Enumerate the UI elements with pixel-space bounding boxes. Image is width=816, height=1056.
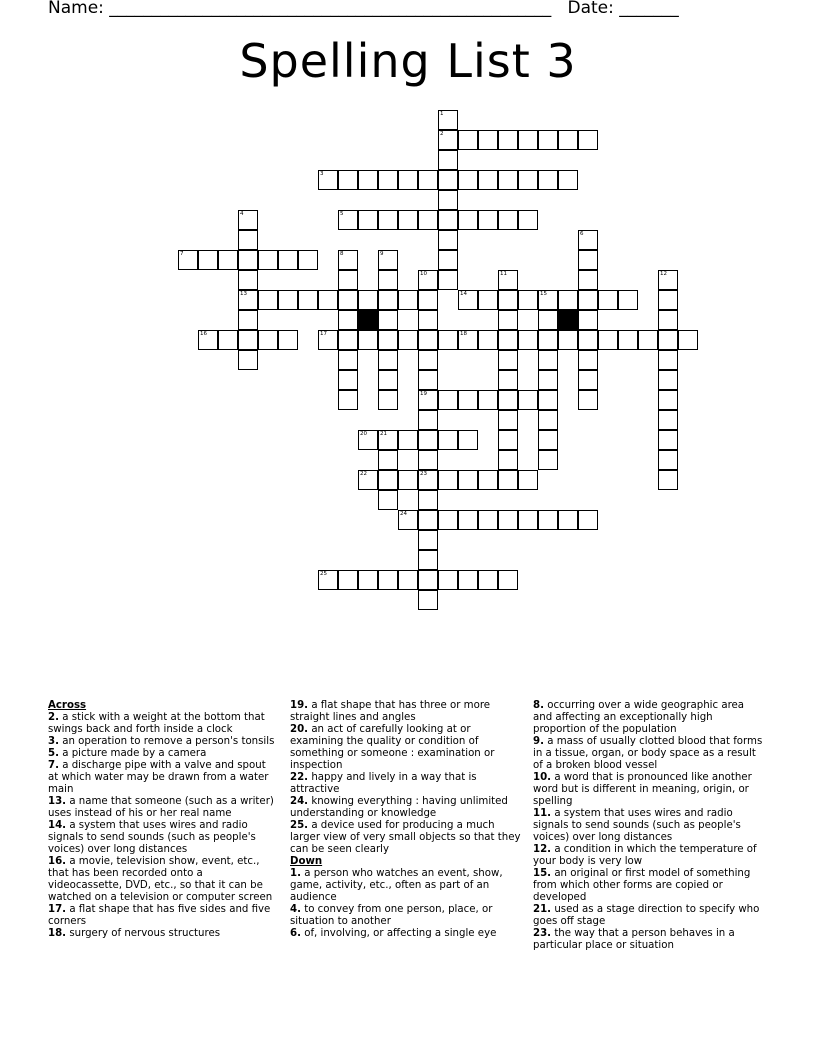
grid-cell[interactable] <box>658 330 678 350</box>
grid-cell[interactable] <box>498 430 518 450</box>
grid-cell[interactable] <box>498 210 518 230</box>
grid-cell[interactable] <box>658 430 678 450</box>
grid-cell[interactable] <box>418 370 438 390</box>
grid-cell[interactable] <box>458 330 478 350</box>
grid-cell[interactable] <box>338 270 358 290</box>
grid-cell[interactable] <box>418 310 438 330</box>
clue-text: a picture made by a camera <box>62 748 207 759</box>
clue-text: a condition in which the temperature of your body is very low <box>533 844 757 867</box>
grid-cell[interactable] <box>338 330 358 350</box>
grid-cell[interactable] <box>338 390 358 410</box>
grid-cell[interactable] <box>338 350 358 370</box>
grid-cell[interactable] <box>378 430 398 450</box>
grid-cell[interactable] <box>418 590 438 610</box>
black-cell <box>358 310 378 330</box>
grid-cell[interactable] <box>418 210 438 230</box>
grid-cell[interactable] <box>418 510 438 530</box>
grid-cell[interactable] <box>518 390 538 410</box>
clue-number-label: 3 <box>320 171 324 177</box>
grid-cell[interactable] <box>578 270 598 290</box>
grid-cell[interactable] <box>358 330 378 350</box>
clue-number: 8. <box>533 700 544 711</box>
grid-cell[interactable] <box>498 330 518 350</box>
grid-cell[interactable] <box>458 170 478 190</box>
grid-cell[interactable] <box>438 150 458 170</box>
clue-number: 4. <box>290 904 301 915</box>
name-date-line: Name: ____________________________________________________ Date: _______ <box>48 0 679 18</box>
grid-cell[interactable] <box>458 510 478 530</box>
grid-cell[interactable] <box>658 350 678 370</box>
clue-number: 13. <box>48 796 67 807</box>
grid-cell[interactable] <box>398 290 418 310</box>
clue-number: 22. <box>290 772 309 783</box>
grid-cell[interactable] <box>378 290 398 310</box>
clue-number-label: 11 <box>500 271 507 277</box>
grid-cell[interactable] <box>498 470 518 490</box>
clue-number: 21. <box>533 904 552 915</box>
grid-cell[interactable] <box>438 250 458 270</box>
grid-cell[interactable] <box>338 170 358 190</box>
grid-cell[interactable] <box>418 410 438 430</box>
clue-number: 24. <box>290 796 309 807</box>
black-cell <box>558 310 578 330</box>
grid-cell[interactable] <box>538 370 558 390</box>
across-clue <box>48 820 278 856</box>
grid-cell[interactable] <box>378 210 398 230</box>
clue-number-label: 13 <box>240 291 247 297</box>
grid-cell[interactable] <box>178 250 198 270</box>
grid-cell[interactable] <box>498 130 518 150</box>
clue-number: 15. <box>533 868 552 879</box>
grid-cell[interactable] <box>658 290 678 310</box>
grid-cell[interactable] <box>438 270 458 290</box>
grid-cell[interactable] <box>418 270 438 290</box>
grid-cell[interactable] <box>438 510 458 530</box>
clue-number-label: 4 <box>240 211 244 217</box>
grid-cell[interactable] <box>438 210 458 230</box>
grid-cell[interactable] <box>238 250 258 270</box>
clue-text: a device used for producing a much larger view of very small objects so that they can be seen clearly <box>290 820 521 855</box>
clue-number: 25. <box>290 820 309 831</box>
grid-cell[interactable] <box>638 330 658 350</box>
grid-cell[interactable] <box>498 510 518 530</box>
grid-cell[interactable] <box>218 250 238 270</box>
clue-number-label: 20 <box>360 431 367 437</box>
grid-cell[interactable] <box>438 190 458 210</box>
grid-cell[interactable] <box>478 290 498 310</box>
grid-cell[interactable] <box>578 290 598 310</box>
clue-number-label: 16 <box>200 331 207 337</box>
across-clue <box>48 748 278 760</box>
clues-column-1 <box>48 700 278 940</box>
down-clue <box>533 772 765 808</box>
grid-cell[interactable] <box>458 430 478 450</box>
grid-cell[interactable] <box>238 270 258 290</box>
grid-cell[interactable] <box>558 510 578 530</box>
clue-text: happy and lively in a way that is attractive <box>290 772 477 795</box>
grid-cell[interactable] <box>658 410 678 430</box>
grid-cell[interactable] <box>518 510 538 530</box>
down-clue <box>533 700 765 736</box>
clue-number: 2. <box>48 712 59 723</box>
clue-number-label: 10 <box>420 271 427 277</box>
clue-text: a movie, television show, event, etc., that has been recorded onto a videocassette, DVD, etc., so that it can be watched on a television or computer screen <box>48 856 273 903</box>
grid-cell[interactable] <box>438 430 458 450</box>
grid-cell[interactable] <box>538 330 558 350</box>
grid-cell[interactable] <box>398 170 418 190</box>
grid-cell[interactable] <box>518 330 538 350</box>
clue-number-label: 21 <box>380 431 387 437</box>
grid-cell[interactable] <box>618 330 638 350</box>
grid-cell[interactable] <box>218 330 238 350</box>
grid-cell[interactable] <box>378 170 398 190</box>
grid-cell[interactable] <box>518 170 538 190</box>
grid-cell[interactable] <box>518 210 538 230</box>
clue-text: a discharge pipe with a valve and spout at which water may be drawn from a water main <box>48 760 269 795</box>
clue-number-label: 5 <box>340 211 344 217</box>
clue-number: 10. <box>533 772 552 783</box>
grid-cell[interactable] <box>658 310 678 330</box>
across-clue <box>48 712 278 736</box>
grid-cell[interactable] <box>318 290 338 310</box>
grid-cell[interactable] <box>498 450 518 470</box>
clue-number: 14. <box>48 820 67 831</box>
grid-cell[interactable] <box>598 330 618 350</box>
grid-cell[interactable] <box>418 530 438 550</box>
grid-cell[interactable] <box>558 330 578 350</box>
clue-number-label: 17 <box>320 331 327 337</box>
down-clue <box>290 868 524 904</box>
clue-number-label: 12 <box>660 271 667 277</box>
grid-cell[interactable] <box>258 290 278 310</box>
grid-cell[interactable] <box>418 330 438 350</box>
grid-cell[interactable] <box>378 310 398 330</box>
grid-cell[interactable] <box>658 450 678 470</box>
grid-cell[interactable] <box>418 550 438 570</box>
page-title: Spelling List 3 <box>239 34 577 88</box>
grid-cell[interactable] <box>578 390 598 410</box>
grid-cell[interactable] <box>478 130 498 150</box>
clue-number-label: 18 <box>460 331 467 337</box>
grid-cell[interactable] <box>398 210 418 230</box>
grid-cell[interactable] <box>618 290 638 310</box>
grid-cell[interactable] <box>418 570 438 590</box>
grid-cell[interactable] <box>438 110 458 130</box>
clue-text: a name that someone (such as a writer) uses instead of his or her real name <box>48 796 274 819</box>
clue-text: an act of carefully looking at or examining the quality or condition of something or someone : examination or inspection <box>290 724 495 771</box>
grid-cell[interactable] <box>478 330 498 350</box>
grid-cell[interactable] <box>438 470 458 490</box>
grid-cell[interactable] <box>338 290 358 310</box>
clue-text: an operation to remove a person's tonsils <box>62 736 275 747</box>
clue-text: to convey from one person, place, or situation to another <box>290 904 493 927</box>
clues-column-2 <box>290 700 524 940</box>
clue-number: 9. <box>533 736 544 747</box>
grid-cell[interactable] <box>198 250 218 270</box>
grid-cell[interactable] <box>418 290 438 310</box>
clue-number: 12. <box>533 844 552 855</box>
clue-text: a person who watches an event, show, game, activity, etc., often as part of an audience <box>290 868 503 903</box>
grid-cell[interactable] <box>398 470 418 490</box>
grid-cell[interactable] <box>298 250 318 270</box>
clue-text: a system that uses wires and radio signals to send sounds (such as people's voices) over long distances <box>533 808 741 843</box>
grid-cell[interactable] <box>498 390 518 410</box>
grid-cell[interactable] <box>378 450 398 470</box>
clue-number-label: 19 <box>420 391 427 397</box>
grid-cell[interactable] <box>458 390 478 410</box>
grid-cell[interactable] <box>238 290 258 310</box>
grid-cell[interactable] <box>578 350 598 370</box>
grid-cell[interactable] <box>238 310 258 330</box>
clue-number: 20. <box>290 724 309 735</box>
clue-number-label: 6 <box>580 231 584 237</box>
grid-cell[interactable] <box>318 570 338 590</box>
clue-number-label: 15 <box>540 291 547 297</box>
grid-cell[interactable] <box>238 330 258 350</box>
clue-number-label: 1 <box>440 111 444 117</box>
grid-cell[interactable] <box>498 170 518 190</box>
across-clue <box>290 700 524 724</box>
across-clue <box>48 736 278 748</box>
grid-cell[interactable] <box>558 130 578 150</box>
down-clue <box>533 844 765 868</box>
grid-cell[interactable] <box>558 290 578 310</box>
grid-cell[interactable] <box>538 290 558 310</box>
grid-cell[interactable] <box>378 490 398 510</box>
across-clue <box>48 856 278 904</box>
grid-cell[interactable] <box>378 470 398 490</box>
clue-number-label: 23 <box>420 471 427 477</box>
clue-number-label: 25 <box>320 571 327 577</box>
clue-number-label: 7 <box>180 251 184 257</box>
grid-cell[interactable] <box>498 290 518 310</box>
grid-cell[interactable] <box>578 510 598 530</box>
grid-cell[interactable] <box>498 350 518 370</box>
grid-cell[interactable] <box>538 430 558 450</box>
clue-number: 16. <box>48 856 67 867</box>
grid-cell[interactable] <box>478 510 498 530</box>
grid-cell[interactable] <box>398 430 418 450</box>
across-clue <box>290 724 524 772</box>
clues-column-3 <box>533 700 765 952</box>
grid-cell[interactable] <box>438 230 458 250</box>
down-clue <box>533 736 765 772</box>
clue-text: a flat shape that has five sides and five corners <box>48 904 271 927</box>
grid-cell[interactable] <box>518 290 538 310</box>
grid-cell[interactable] <box>498 270 518 290</box>
grid-cell[interactable] <box>478 570 498 590</box>
clue-number: 11. <box>533 808 552 819</box>
grid-cell[interactable] <box>338 570 358 590</box>
grid-cell[interactable] <box>658 470 678 490</box>
clue-text: an original or first model of something from which other forms are copied or developed <box>533 868 751 903</box>
across-clue <box>48 928 278 940</box>
clue-number: 1. <box>290 868 301 879</box>
grid-cell[interactable] <box>398 510 418 530</box>
clue-text: used as a stage direction to specify who goes off stage <box>533 904 760 927</box>
grid-cell[interactable] <box>578 370 598 390</box>
grid-cell[interactable] <box>458 210 478 230</box>
clue-number: 3. <box>48 736 59 747</box>
grid-cell[interactable] <box>298 290 318 310</box>
clue-number: 5. <box>48 748 59 759</box>
grid-cell[interactable] <box>578 310 598 330</box>
grid-cell[interactable] <box>578 130 598 150</box>
clue-number: 23. <box>533 928 552 939</box>
grid-cell[interactable] <box>458 470 478 490</box>
down-clue <box>290 904 524 928</box>
grid-cell[interactable] <box>578 250 598 270</box>
grid-cell[interactable] <box>258 250 278 270</box>
grid-cell[interactable] <box>438 170 458 190</box>
grid-cell[interactable] <box>418 490 438 510</box>
grid-cell[interactable] <box>278 250 298 270</box>
grid-cell[interactable] <box>678 330 698 350</box>
down-clue <box>533 808 765 844</box>
clue-text: a stick with a weight at the bottom that swings back and forth inside a clock <box>48 712 265 735</box>
grid-cell[interactable] <box>438 130 458 150</box>
grid-cell[interactable] <box>458 290 478 310</box>
across-clue <box>290 796 524 820</box>
grid-cell[interactable] <box>358 570 378 590</box>
clue-text: the way that a person behaves in a particular place or situation <box>533 928 735 951</box>
grid-cell[interactable] <box>498 570 518 590</box>
across-clue <box>48 904 278 928</box>
grid-cell[interactable] <box>598 290 618 310</box>
grid-cell[interactable] <box>378 330 398 350</box>
clue-text: a flat shape that has three or more straight lines and angles <box>290 700 491 723</box>
grid-cell[interactable] <box>538 310 558 330</box>
grid-cell[interactable] <box>458 130 478 150</box>
grid-cell[interactable] <box>318 170 338 190</box>
clue-number-label: 24 <box>400 511 407 517</box>
clue-text: a system that uses wires and radio signals to send sounds (such as people's voices) over long distances <box>48 820 256 855</box>
grid-cell[interactable] <box>538 130 558 150</box>
grid-cell[interactable] <box>358 430 378 450</box>
clue-text: knowing everything : having unlimited understanding or knowledge <box>290 796 508 819</box>
grid-cell[interactable] <box>358 470 378 490</box>
grid-cell[interactable] <box>358 170 378 190</box>
grid-cell[interactable] <box>538 390 558 410</box>
grid-cell[interactable] <box>538 510 558 530</box>
clue-number-label: 9 <box>380 251 384 257</box>
clue-text: occurring over a wide geographic area and affecting an exceptionally high proportion of the population <box>533 700 745 735</box>
grid-cell[interactable] <box>498 410 518 430</box>
grid-cell[interactable] <box>658 390 678 410</box>
grid-cell[interactable] <box>238 230 258 250</box>
grid-cell[interactable] <box>418 390 438 410</box>
across-clue <box>48 760 278 796</box>
clue-number: 18. <box>48 928 67 939</box>
grid-cell[interactable] <box>398 330 418 350</box>
grid-cell[interactable] <box>318 330 338 350</box>
grid-cell[interactable] <box>378 370 398 390</box>
down-clue <box>533 868 765 904</box>
across-clue <box>48 796 278 820</box>
grid-cell[interactable] <box>478 210 498 230</box>
grid-cell[interactable] <box>498 370 518 390</box>
grid-cell[interactable] <box>418 170 438 190</box>
grid-cell[interactable] <box>658 270 678 290</box>
grid-cell[interactable] <box>418 430 438 450</box>
grid-cell[interactable] <box>478 390 498 410</box>
down-clue <box>533 928 765 952</box>
grid-cell[interactable] <box>338 370 358 390</box>
clue-number-label: 8 <box>340 251 344 257</box>
grid-cell[interactable] <box>538 410 558 430</box>
grid-cell[interactable] <box>438 330 458 350</box>
grid-cell[interactable] <box>538 450 558 470</box>
clue-number: 6. <box>290 928 301 939</box>
grid-cell[interactable] <box>538 170 558 190</box>
clue-text: a word that is pronounced like another word but is different in meaning, origin, or spelling <box>533 772 752 807</box>
grid-cell[interactable] <box>358 210 378 230</box>
grid-cell[interactable] <box>198 330 218 350</box>
grid-cell[interactable] <box>338 210 358 230</box>
across-heading: Across <box>48 700 87 711</box>
grid-cell[interactable] <box>378 250 398 270</box>
grid-cell[interactable] <box>418 470 438 490</box>
clue-number: 7. <box>48 760 59 771</box>
down-clue <box>533 904 765 928</box>
grid-cell[interactable] <box>378 570 398 590</box>
grid-cell[interactable] <box>378 270 398 290</box>
clue-number-label: 22 <box>360 471 367 477</box>
grid-cell[interactable] <box>658 370 678 390</box>
grid-cell[interactable] <box>358 290 378 310</box>
grid-cell[interactable] <box>258 330 278 350</box>
grid-cell[interactable] <box>478 470 498 490</box>
grid-cell[interactable] <box>238 210 258 230</box>
down-clue <box>290 928 524 940</box>
grid-cell[interactable] <box>378 390 398 410</box>
grid-cell[interactable] <box>418 350 438 370</box>
grid-cell[interactable] <box>458 570 478 590</box>
grid-cell[interactable] <box>578 330 598 350</box>
grid-cell[interactable] <box>538 350 558 370</box>
down-heading: Down <box>290 856 323 867</box>
grid-cell[interactable] <box>338 250 358 270</box>
grid-cell[interactable] <box>238 350 258 370</box>
clue-text: of, involving, or affecting a single eye <box>304 928 497 939</box>
grid-cell[interactable] <box>518 470 538 490</box>
grid-cell[interactable] <box>558 170 578 190</box>
clue-text: surgery of nervous structures <box>69 928 221 939</box>
grid-cell[interactable] <box>438 390 458 410</box>
across-clue <box>290 772 524 796</box>
clue-text: a mass of usually clotted blood that forms in a tissue, organ, or body space as a result of a broken blood vessel <box>533 736 763 771</box>
across-clue <box>290 820 524 856</box>
clue-number: 17. <box>48 904 67 915</box>
grid-cell[interactable] <box>398 570 418 590</box>
grid-cell[interactable] <box>418 450 438 470</box>
grid-cell[interactable] <box>378 350 398 370</box>
grid-cell[interactable] <box>338 310 358 330</box>
clue-number-label: 2 <box>440 131 444 137</box>
grid-cell[interactable] <box>478 170 498 190</box>
grid-cell[interactable] <box>278 330 298 350</box>
grid-cell[interactable] <box>438 570 458 590</box>
grid-cell[interactable] <box>578 230 598 250</box>
grid-cell[interactable] <box>498 310 518 330</box>
grid-cell[interactable] <box>278 290 298 310</box>
clue-number: 19. <box>290 700 309 711</box>
grid-cell[interactable] <box>518 130 538 150</box>
clue-number-label: 14 <box>460 291 467 297</box>
